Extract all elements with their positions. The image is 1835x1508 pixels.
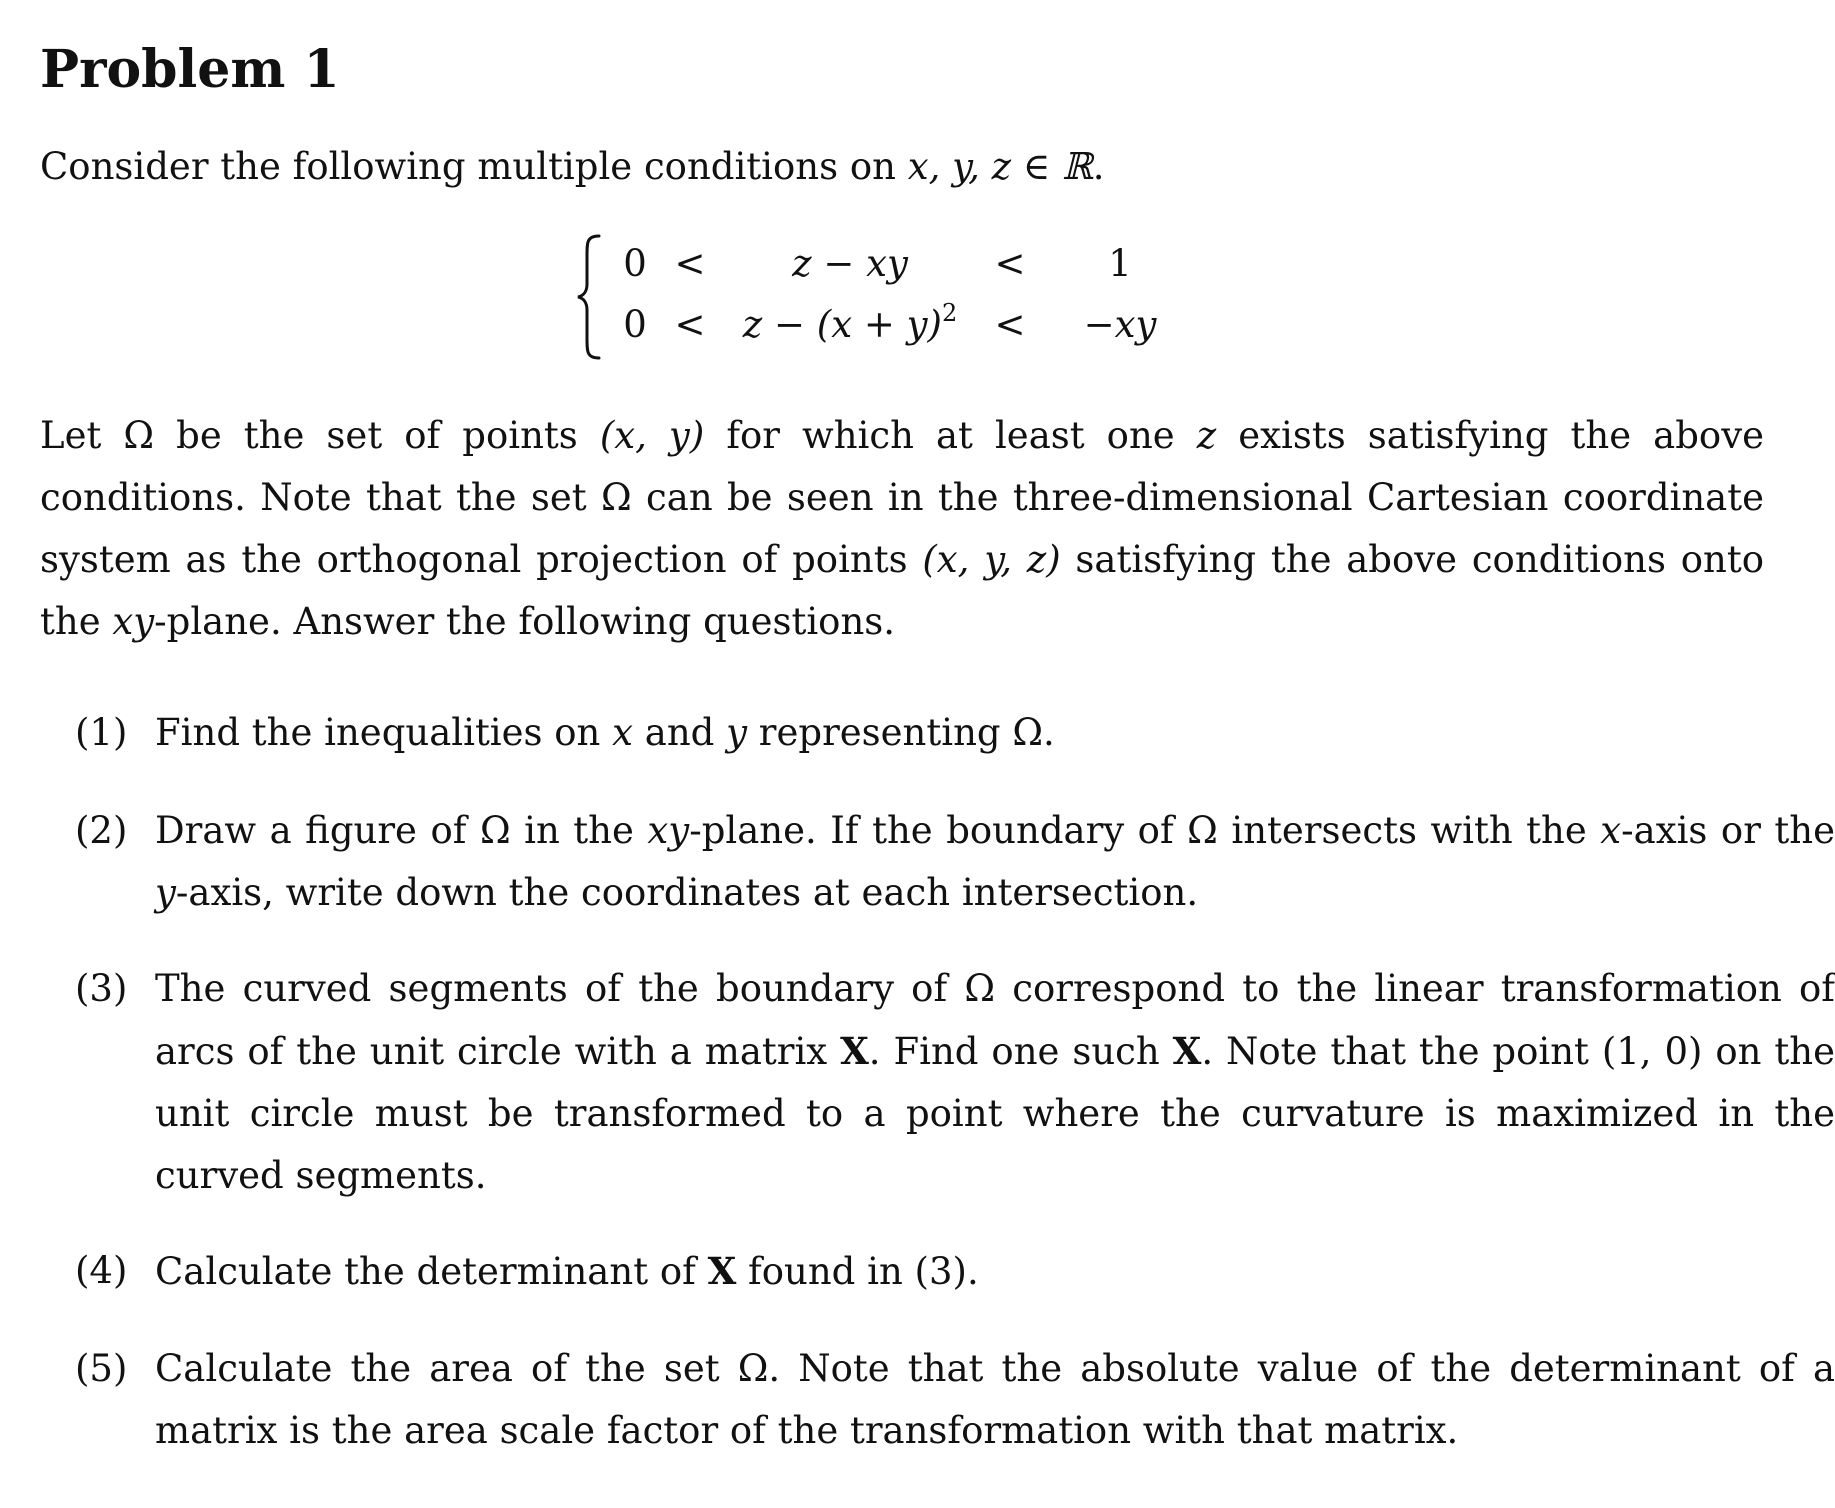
variable-x: x [612, 711, 634, 754]
q2-text-5: -axis or the [1621, 809, 1835, 852]
desc-text-2: be the set of points [154, 414, 600, 457]
variable-xy: xy [647, 809, 690, 852]
q2-text-2: in the [510, 809, 648, 852]
desc-text-6: satisfying the above conditions onto the [40, 538, 1764, 643]
left-brace-icon [575, 232, 605, 362]
q3-text-2: correspond to the linear transformation of arcs of the unit circle with a matrix [155, 967, 1835, 1073]
q3-text-1: The curved segments of the boundary of [155, 967, 965, 1010]
q1-text-4: . [1043, 711, 1055, 754]
row1-less-than-2: < [994, 242, 1026, 285]
q3-text-3: . Find one such [868, 1030, 1173, 1073]
omega-symbol: Ω [123, 414, 155, 457]
matrix-x: X [840, 1029, 869, 1073]
desc-text-5: can be seen in the three-dimensional Cartesian coordinate system as the orthogonal projection of points [40, 476, 1764, 581]
q4-text-2: found in (3). [736, 1250, 979, 1293]
question-number: (5) [75, 1347, 128, 1390]
matrix-x: X [707, 1249, 737, 1293]
question-text [155, 1338, 1835, 1462]
row1-less-than-1: < [674, 242, 706, 285]
matrix-x: X [1172, 1029, 1202, 1073]
omega-symbol: Ω [479, 809, 511, 852]
row2-lower-bound: 0 [623, 303, 647, 346]
variable-x: x [1600, 809, 1622, 852]
question-text [155, 958, 1835, 1207]
omega-symbol: Ω [1187, 809, 1218, 852]
row2-less-than-1: < [674, 303, 706, 346]
variable-z: z [1196, 414, 1217, 457]
q2-text-4: intersects with the [1217, 809, 1601, 852]
q1-text-1: Find the inequalities on [155, 711, 613, 754]
desc-text-3: for which at least one [704, 414, 1197, 457]
intro-paragraph [40, 136, 1764, 198]
q1-text-3: representing [747, 711, 1013, 754]
omega-symbol: Ω [964, 967, 996, 1010]
omega-symbol: Ω [737, 1347, 769, 1390]
question-text [155, 702, 1835, 764]
variable-y: y [155, 871, 176, 914]
point-xyz: (x, y, z) [922, 538, 1061, 581]
q2-text-1: Draw a figure of [155, 809, 480, 852]
desc-text-7: -plane. Answer the following questions. [154, 600, 896, 643]
question-number: (2) [75, 809, 128, 852]
question-number: (3) [75, 967, 128, 1010]
row1-upper-bound: 1 [1108, 242, 1132, 285]
row2-upper-bound: −xy [1083, 303, 1157, 346]
variable-xy: xy [112, 600, 155, 643]
question-number: (1) [75, 711, 128, 754]
q1-text-2: and [633, 711, 727, 754]
intro-variables: x, y, z ∈ ℝ [907, 145, 1093, 188]
point-xy: (x, y) [599, 414, 705, 457]
question-text [155, 800, 1835, 924]
q3-text-4: . Note that the point (1, 0) on the unit circle must be transformed to a point where the curvature is maximized in the curved segments. [155, 1030, 1835, 1197]
q5-text-1: Calculate the area of the set [155, 1347, 738, 1390]
intro-period: . [1092, 145, 1105, 188]
row2-expression [720, 295, 980, 355]
variable-y: y [726, 711, 748, 754]
q4-text-1: Calculate the determinant of [155, 1250, 708, 1293]
question-number: (4) [75, 1249, 128, 1292]
problem-title: Problem 1 [40, 39, 340, 100]
row2-exponent: 2 [941, 299, 958, 327]
description-paragraph [40, 405, 1764, 653]
omega-symbol: Ω [601, 476, 632, 519]
question-text [155, 1240, 1835, 1303]
q2-text-6: -axis, write down the coordinates at each intersection. [175, 871, 1199, 914]
row1-lower-bound: 0 [623, 242, 647, 285]
q5-text-2: . Note that the absolute value of the determinant of a matrix is the area scale factor of the transformation with that matrix. [155, 1347, 1835, 1452]
row2-expression-main: z − (x + y) [742, 303, 942, 346]
desc-text-4: exists satisfying the above conditions. Note that the set [40, 414, 1764, 519]
desc-text-1: Let [40, 414, 124, 457]
row1-expression: z − xy [792, 242, 908, 285]
q2-text-3: -plane. If the boundary of [689, 809, 1188, 852]
inequality-system [575, 232, 1215, 372]
omega-symbol: Ω [1012, 711, 1044, 754]
row2-less-than-2: < [994, 303, 1026, 346]
intro-text: Consider the following multiple conditions on [40, 145, 908, 188]
